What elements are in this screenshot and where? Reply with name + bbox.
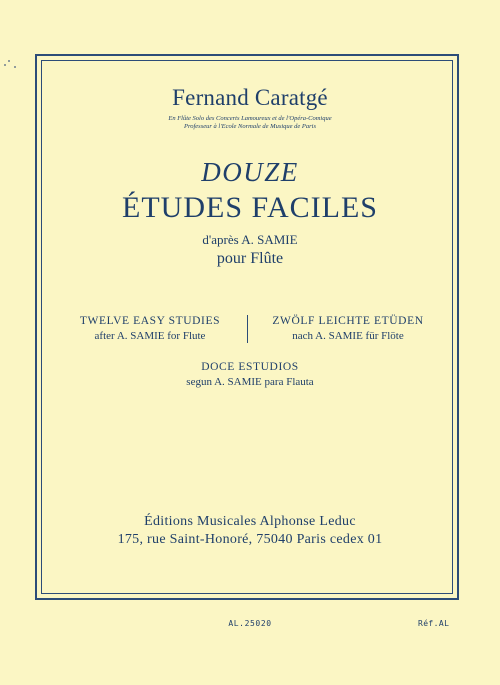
paper-speck [8,60,10,62]
publisher-name: Éditions Musicales Alphonse Leduc [144,514,356,529]
title-douze: DOUZE [201,157,299,187]
paper-speck [4,64,6,66]
title-instrument: pour Flûte [216,250,284,267]
reference-code: Réf.AL [418,619,450,628]
english-title: TWELVE EASY STUDIES [79,315,221,327]
english-subtitle: after A. SAMIE for Flute [94,330,206,342]
catalog-number: AL.25020 [228,619,272,628]
title-after: d'après A. SAMIE [202,232,298,247]
composer-subtitle-line2: Professeur à l'Ecole Normale de Musique de Paris [183,123,317,130]
publisher-address: 175, rue Saint-Honoré, 75040 Paris cedex 01 [117,532,383,547]
english-title-block [55,314,245,343]
title-etudes-faciles: ÉTUDES FACILES [122,191,378,224]
german-title-block [248,314,448,343]
german-subtitle: nach A. SAMIE für Flöte [292,330,404,342]
composer-name: Fernand Caratgé [172,85,328,110]
spanish-subtitle: segun A. SAMIE para Flauta [186,376,314,388]
paper-speck [14,66,16,68]
composer-subtitle-line1: En Flûte Solo des Concerts Lamoureux et de l'Opéra-Comique [168,115,332,122]
spanish-title: DOCE ESTUDIOS [201,361,299,373]
german-title: ZWÖLF LEICHTE ETÜDEN [272,315,424,327]
